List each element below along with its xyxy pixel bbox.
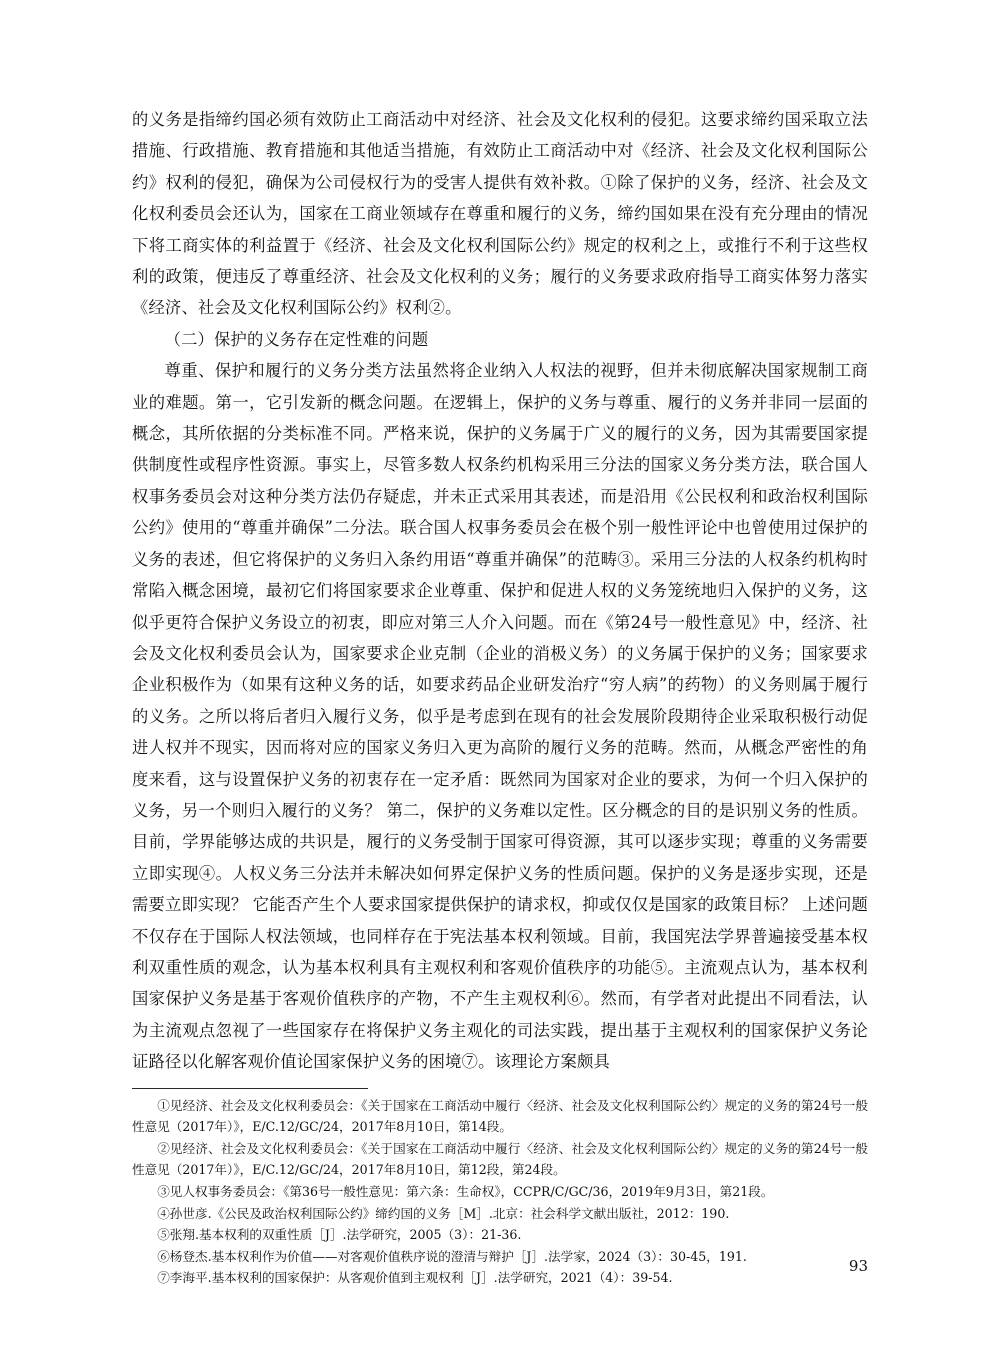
footnote-item: ⑤张翔.基本权利的双重性质［J］.法学研究，2005（3）：21-36. [157, 1227, 522, 1243]
page-number: 93 [848, 1257, 868, 1275]
footnote-divider [132, 1088, 368, 1089]
footnote-item: ④孙世彦.《公民及政治权利国际公约》缔约国的义务［M］.北京：社会科学文献出版社，2012：190. [157, 1205, 730, 1221]
footnote-item: ⑦李海平.基本权利的国家保护：从客观价值到主观权利［J］.法学研究，2021（4）：39-54. [157, 1270, 673, 1286]
footnote-item: ⑥杨登杰.基本权利作为价值——对客观价值秩序说的澄清与辩护［J］.法学家，2024（3）：30-45，191. [157, 1248, 747, 1264]
footnote-item: ②见经济、社会及文化权利委员会：《关于国家在工商活动中履行〈经济、社会及文化权利国际公约〉规定的义务的第24号一般性意见（2017年）》，E/C.12/GC/24，2017年8月10日，第12段，第24段。 [132, 1140, 868, 1178]
footnote-item: ③见人权事务委员会：《第36号一般性意见：第六条：生命权》，CCPR/C/GC/36，2019年9月3日，第21段。 [157, 1183, 774, 1199]
footnote-list [132, 1095, 868, 1289]
main-text-column [132, 104, 868, 1078]
paragraph-continuation: 的义务是指缔约国必须有效防止工商活动中对经济、社会及文化权利的侵犯。这要求缔约国采取立法措施、行政措施、教育措施和其他适当措施，有效防止工商活动中对《经济、社会及文化权利国际公约》权利的侵犯，确保为公司侵权行为的受害人提供有效补救。①除了保护的义务，经济、社会及文化权利委员会还认为，国家在工商业领域存在尊重和履行的义务，缔约国如果在没有充分理由的情况下将工商实体的利益置于《经济、社会及文化权利国际公约》规定的权利之上，或推行不利于这些权利的政策，便违反了尊重经济、社会及文化权利的义务；履行的义务要求政府指导工商实体努力落实《经济、社会及文化权利国际公约》权利②。 [132, 110, 868, 318]
section-heading: （二）保护的义务存在定性难的问题 [164, 329, 429, 349]
footnote-item: ①见经济、社会及文化权利委员会：《关于国家在工商活动中履行〈经济、社会及文化权利国际公约〉规定的义务的第24号一般性意见（2017年）》，E/C.12/GC/24，2017年8月10日，第14段。 [132, 1097, 868, 1135]
paragraph-body: 尊重、保护和履行的义务分类方法虽然将企业纳入人权法的视野，但并未彻底解决国家规制工商业的难题。第一，它引发新的概念问题。在逻辑上，保护的义务与尊重、履行的义务并非同一层面的概念，其所依据的分类标准不同。严格来说，保护的义务属于广义的履行的义务，因为其需要国家提供制度性或程序性资源。事实上，尽管多数人权条约机构采用三分法的国家义务分类方法，联合国人权事务委员会对这种分类方法仍存疑虑，并未正式采用其表述，而是沿用《公民权利和政治权利国际公约》使用的“尊重并确保”二分法。联合国人权事务委员会在极个别一般性评论中也曾使用过保护的义务的表述，但它将保护的义务归入条约用语“尊重并确保”的范畴③。采用三分法的人权条约机构时常陷入概念困境，最初它们将国家要求企业尊重、保护和促进人权的义务笼统地归入保护的义务，这似乎更符合保护义务设立的初衷，即应对第三人介入问题。而在《第24号一般性意见》中，经济、社会及文化权利委员会认为，国家要求企业克制（企业的消极义务）的义务属于保护的义务；国家要求企业积极作为（如果有这种义务的话，如要求药品企业研发治疗“穷人病”的药物）的义务则属于履行的义务。之所以将后者归入履行义务，似乎是考虑到在现有的社会发展阶段期待企业采取积极行动促进人权并不现实，因而将对应的国家义务归入更为高阶的履行义务的范畴。然而，从概念严密性的角度来看，这与设置保护义务的初衷存在一定矛盾：既然同为国家对企业的要求，为何一个归入保护的义务，另一个则归入履行的义务？ 第二，保护的义务难以定性。区分概念的目的是识别义务的性质。目前，学界能够达成的共识是，履行的义务受制于国家可得资源，其可以逐步实现；尊重的义务需要立即实现④。人权义务三分法并未解决如何界定保护义务的性质问题。保护的义务是逐步实现，还是需要立即实现？ 它能否产生个人要求国家提供保护的请求权，抑或仅仅是国家的政策目标？ 上述问题不仅存在于国际人权法领域，也同样存在于宪法基本权利领域。目前，我国宪法学界普遍接受基本权利双重性质的观念，认为基本权利具有主观权利和客观价值秩序的功能⑤。主流观点认为，基本权利国家保护义务是基于客观价值秩序的产物，不产生主观权利⑥。然而，有学者对此提出不同看法，认为主流观点忽视了一些国家存在将保护义务主观化的司法实践，提出基于主观权利的国家保护义务论证路径以化解客观价值论国家保护义务的困境⑦。该理论方案颇具 [132, 361, 868, 1072]
